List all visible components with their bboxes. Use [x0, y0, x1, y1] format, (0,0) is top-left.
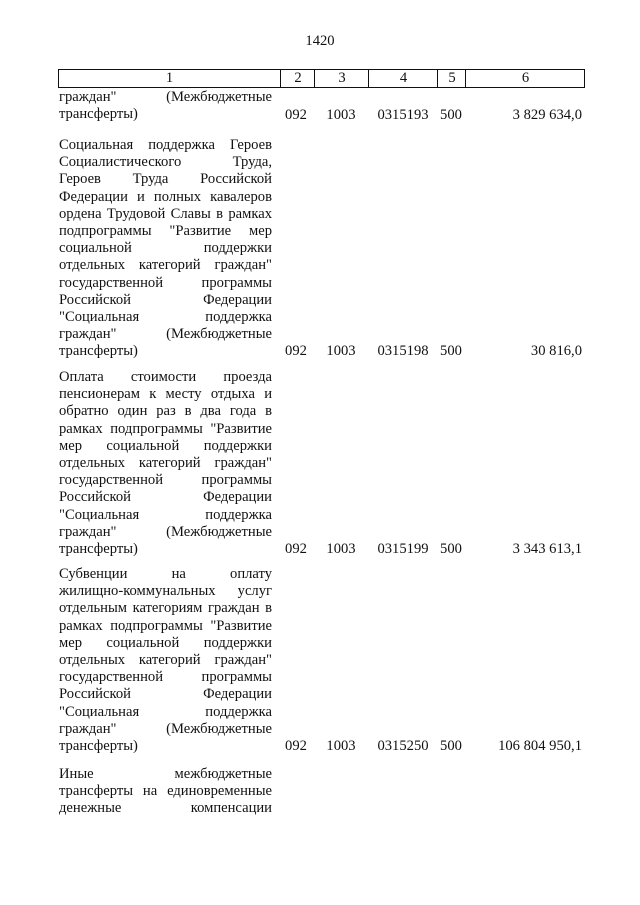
description-line: Российской Федерации	[59, 489, 272, 506]
description-line: Федерации и полных кавалеров	[59, 188, 272, 205]
page-number: 1420	[305, 33, 335, 49]
description-line: пенсионерам к месту отдыха и	[59, 386, 272, 403]
description-line: трансферты)	[59, 106, 138, 123]
description-line: мер социальной поддержки	[59, 437, 272, 454]
description-line: денежные компенсации	[59, 800, 272, 817]
admin-code: 092	[285, 541, 307, 557]
description-line: "Социальная поддержка	[59, 703, 272, 720]
description-line: рамках подпрограммы "Развитие	[59, 420, 272, 437]
admin-code: 092	[285, 738, 307, 754]
description-line: "Социальная поддержка	[59, 308, 272, 325]
header-col-1: 1	[165, 70, 174, 86]
target-code: 0315198	[377, 343, 429, 359]
expense-type-code: 500	[440, 738, 462, 754]
description-line: трансферты)	[59, 343, 138, 360]
amount: 3 829 634,0	[512, 107, 582, 123]
description-line: жилищно-коммунальных услуг	[59, 583, 272, 600]
row-description	[59, 89, 272, 123]
description-line: обратно один раз в два года в	[59, 403, 272, 420]
description-line: "Социальная поддержка	[59, 506, 272, 523]
expense-type-code: 500	[440, 343, 462, 359]
header-col-2: 2	[280, 70, 315, 87]
description-line: трансферты)	[59, 540, 138, 557]
description-line: Иные межбюджетные	[59, 766, 272, 782]
row-description	[59, 369, 272, 558]
description-line: Героев Труда Российской	[59, 171, 272, 188]
target-code: 0315199	[377, 541, 429, 557]
section-code: 1003	[326, 107, 356, 123]
description-line: Российской Федерации	[59, 686, 272, 703]
description-line: рамках подпрограммы "Развитие	[59, 617, 272, 634]
description-line: отдельных категорий граждан"	[59, 257, 272, 274]
expense-type-code: 500	[440, 541, 462, 557]
amount: 106 804 950,1	[498, 738, 582, 754]
description-line: Социалистического Труда,	[59, 154, 272, 171]
admin-code: 092	[285, 107, 307, 123]
description-line: государственной программы	[59, 669, 272, 686]
admin-code: 092	[285, 343, 307, 359]
description-line: отдельных категорий граждан"	[59, 454, 272, 471]
section-code: 1003	[326, 343, 356, 359]
row-description	[59, 566, 272, 755]
expense-type-code: 500	[440, 107, 462, 123]
section-code: 1003	[326, 541, 356, 557]
description-line: Российской Федерации	[59, 291, 272, 308]
description-line: Оплата стоимости проезда	[59, 369, 272, 385]
description-line: государственной программы	[59, 274, 272, 291]
description-line: социальной поддержки	[59, 240, 272, 257]
description-line: граждан" (Межбюджетные	[59, 720, 272, 737]
description-line: трансферты)	[59, 737, 138, 754]
amount: 30 816,0	[530, 343, 582, 359]
description-line: подпрограммы "Развитие мер	[59, 222, 272, 239]
description-line: мер социальной поддержки	[59, 634, 272, 651]
description-line: Субвенции на оплату	[59, 566, 272, 582]
description-line: трансферты на единовременные	[59, 783, 272, 800]
description-line: граждан" (Межбюджетные	[59, 523, 272, 540]
description-line: граждан" (Межбюджетные	[59, 89, 272, 105]
header-col-5: 5	[437, 70, 466, 87]
description-line: государственной программы	[59, 472, 272, 489]
row-description	[59, 137, 272, 360]
header-col-4: 4	[368, 70, 438, 87]
description-line: Социальная поддержка Героев	[59, 137, 272, 153]
header-col-3: 3	[314, 70, 369, 87]
row-description	[59, 766, 272, 818]
target-code: 0315193	[377, 107, 429, 123]
description-line: отдельным категориям граждан в	[59, 600, 272, 617]
description-line: граждан" (Межбюджетные	[59, 326, 272, 343]
table-header	[58, 69, 585, 88]
amount: 3 343 613,1	[512, 541, 582, 557]
section-code: 1003	[326, 738, 356, 754]
target-code: 0315250	[377, 738, 429, 754]
description-line: отдельных категорий граждан"	[59, 651, 272, 668]
header-col-6: 6	[465, 70, 585, 87]
description-line: ордена Трудовой Славы в рамках	[59, 205, 272, 222]
